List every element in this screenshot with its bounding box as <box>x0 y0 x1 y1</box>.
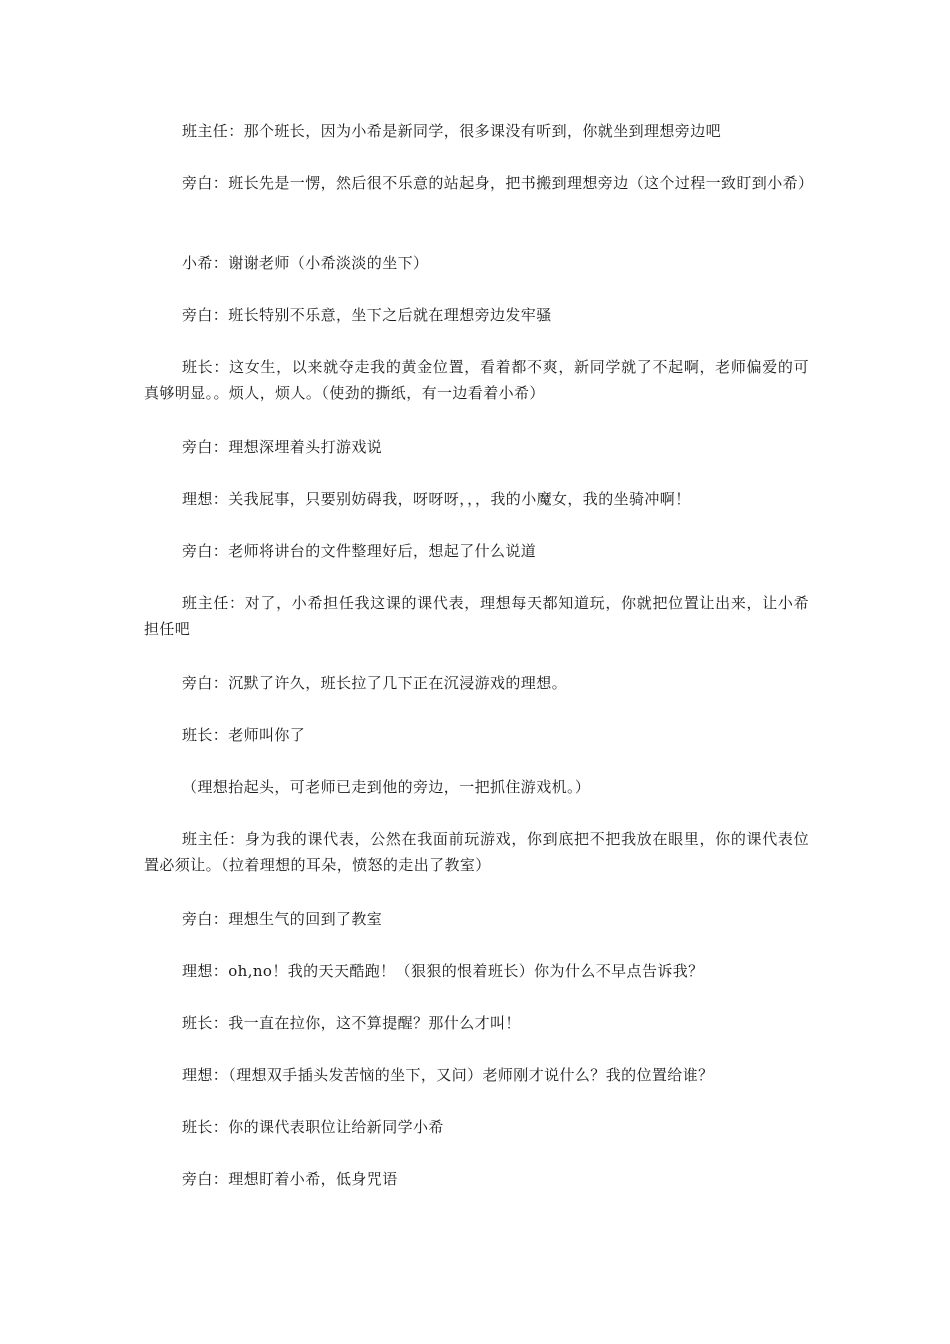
paragraph-dialogue: 理想：oh,no！我的天天酷跑！（狠狠的恨着班长）你为什么不早点告诉我？ <box>182 962 704 980</box>
paragraph-stage-direction: （理想抬起头，可老师已走到他的旁边，一把抓住游戏机。） <box>182 778 591 796</box>
paragraph-dialogue: 班主任：对了，小希担任我这课的课代表，理想每天都知道玩，你就把位置让出来，让小希担任吧 <box>144 594 809 638</box>
paragraph-narration: 旁白：理想深埋着头打游戏说 <box>182 438 383 456</box>
paragraph-dialogue: 班长：老师叫你了 <box>182 726 306 744</box>
paragraph-narration: 旁白：理想生气的回到了教室 <box>182 910 383 928</box>
paragraph-dialogue: 班长：你的课代表职位让给新同学小希 <box>182 1118 444 1136</box>
paragraph-narration: 旁白：沉默了许久，班长拉了几下正在沉浸游戏的理想。 <box>182 674 568 692</box>
paragraph-dialogue: 班长：我一直在拉你，这不算提醒？那什么才叫！ <box>182 1014 521 1032</box>
paragraph-dialogue: 理想：（理想双手插头发苦恼的坐下，又问）老师刚才说什么？我的位置给谁？ <box>182 1066 714 1084</box>
paragraph-dialogue: 小希：谢谢老师（小希淡淡的坐下） <box>182 254 429 272</box>
paragraph-narration: 旁白：班长特别不乐意，坐下之后就在理想旁边发牢骚 <box>182 306 552 324</box>
paragraph-dialogue: 理想：关我屁事，只要别妨碍我，呀呀呀，，，我的小魔女，我的坐骑冲啊！ <box>182 490 691 508</box>
paragraph-dialogue: 班主任：那个班长，因为小希是新同学，很多课没有听到，你就坐到理想旁边吧 <box>182 122 722 140</box>
paragraph-narration: 旁白：老师将讲台的文件整理好后，想起了什么说道 <box>182 542 537 560</box>
paragraph-dialogue: 班主任：身为我的课代表，公然在我面前玩游戏，你到底把不把我放在眼里，你的课代表位置必须让。（拉着理想的耳朵，愤怒的走出了教室） <box>144 830 809 874</box>
paragraph-narration: 旁白：班长先是一愣，然后很不乐意的站起身，把书搬到理想旁边（这个过程一致盯到小希） <box>182 174 814 192</box>
paragraph-narration: 旁白：理想盯着小希，低身咒语 <box>182 1170 398 1188</box>
paragraph-dialogue: 班长：这女生，以来就夺走我的黄金位置，看着都不爽，新同学就了不起啊，老师偏爱的可真够明显。。烦人，烦人。（使劲的撕纸，有一边看着小希） <box>144 358 809 402</box>
